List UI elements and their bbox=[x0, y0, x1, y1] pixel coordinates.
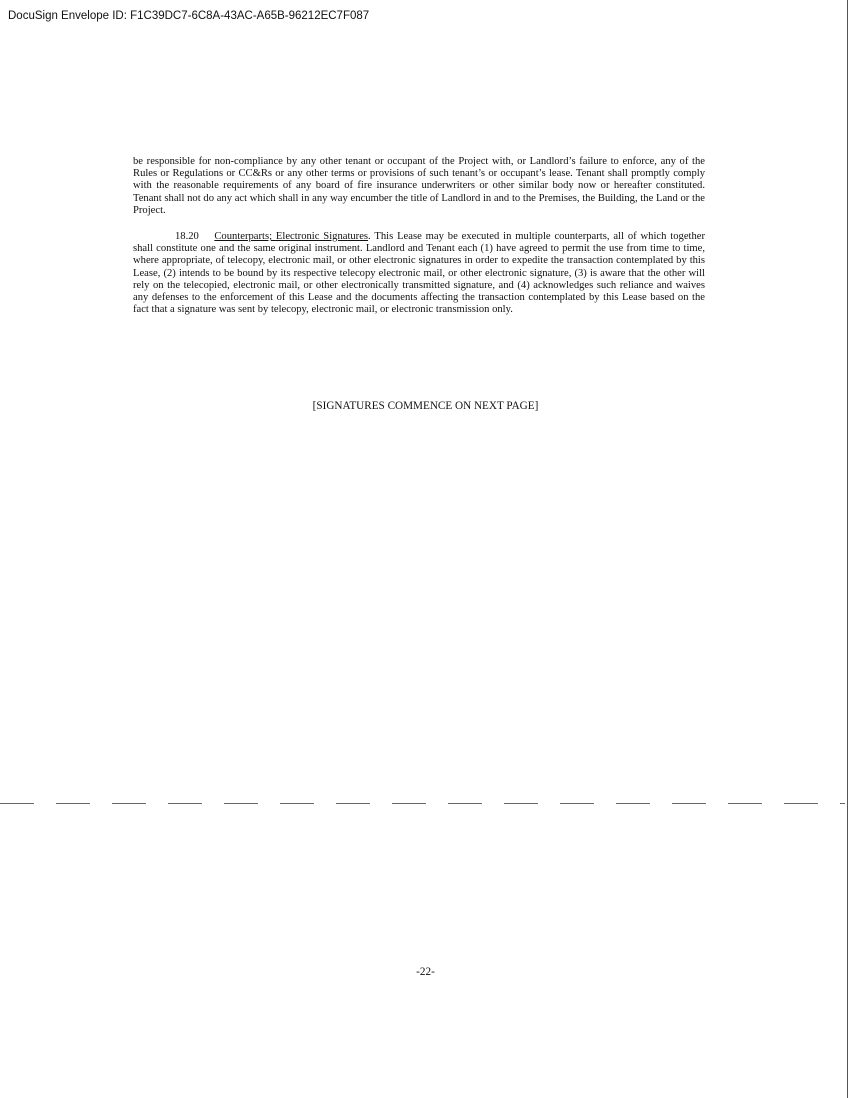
lease-body bbox=[133, 156, 705, 330]
paragraph-counterparts bbox=[133, 231, 705, 316]
signatures-notice: [SIGNATURES COMMENCE ON NEXT PAGE] bbox=[312, 400, 539, 412]
paragraph-counterparts-text: . This Lease may be executed in multiple counterparts, all of which together shall constitute one and the same original instrument. Landlord and Tenant each (1) have agreed to permit the use from time to time, where appropriate, of telecopy, electronic mail, or other electronic signatures in order to expedite the transaction contemplated by this Lease, (2) intends to be bound by its respective telecopy electronic mail, or other electronic signature, (3) is aware that the other will rely on the telecopied, electronic mail, or other electronically transmitted signature, and (4) acknowledges such reliance and waives any defenses to the enforcement of this Lease and the documents affecting the transaction contemplated by this Lease based on the fact that a signature was sent by telecopy, electronic mail, or electronic transmission only. bbox=[133, 231, 705, 316]
paragraph-compliance: be responsible for non-compliance by any other tenant or occupant of the Project with, or Landlord’s failure to enforce, any of the Rules or Regulations or CC&Rs or any other terms or provisions of such tenant’s or occupant’s lease. Tenant shall promptly comply with the reasonable requirements of any board of fire insurance underwriters or other similar body now or hereafter constituted. Tenant shall not do any act which shall in any way encumber the title of Landlord in and to the Premises, the Building, the Land or the Project. bbox=[133, 156, 705, 216]
scan-dashed-line bbox=[0, 803, 845, 804]
page-number: -22- bbox=[416, 966, 435, 978]
docusign-envelope-id: DocuSign Envelope ID: F1C39DC7-6C8A-43AC-A65B-96212EC7F087 bbox=[8, 10, 370, 22]
section-heading: Counterparts; Electronic Signatures bbox=[214, 231, 369, 243]
section-number: 18.20 bbox=[175, 231, 199, 243]
page-edge-rule bbox=[847, 0, 848, 1098]
